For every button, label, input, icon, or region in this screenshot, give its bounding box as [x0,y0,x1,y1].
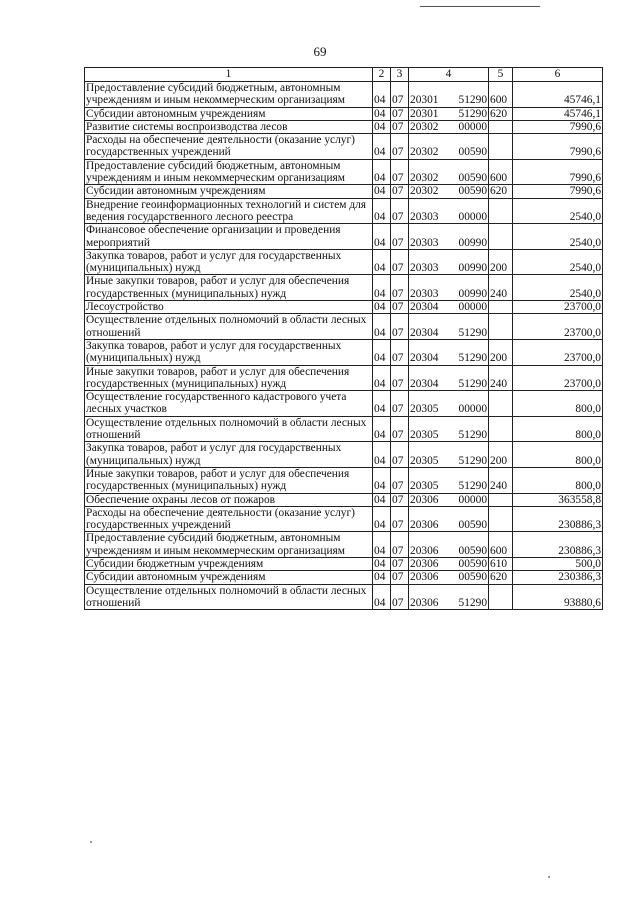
header-cell: 2 [373,68,391,82]
row-amount: 7990,6 [513,134,603,160]
row-expense-type [489,584,513,610]
row-target-code: 20306 [409,571,445,584]
table-row [85,493,603,506]
row-subsection: 07 [391,571,409,584]
row-section: 04 [373,442,391,468]
row-subsection: 07 [391,339,409,365]
row-subsection: 07 [391,275,409,301]
header-cell: 3 [391,68,409,82]
row-section: 04 [373,301,391,314]
row-name: Иные закупки товаров, работ и услуг для обеспечения государственных (муниципальных) нужд [85,365,373,391]
row-subsection: 07 [391,391,409,417]
row-target-suffix: 00590 [445,134,489,160]
table-row [85,301,603,314]
row-name: Предоставление субсидий бюджетным, автономным учреждениям и иным некоммерческим организациям [85,532,373,558]
row-name: Субсидии автономным учреждениям [85,185,373,198]
row-subsection: 07 [391,467,409,493]
table-body [85,82,603,610]
row-subsection: 07 [391,557,409,570]
table-row [85,571,603,584]
row-target-code: 20302 [409,185,445,198]
row-expense-type: 240 [489,467,513,493]
row-name: Осуществление отдельных полномочий в области лесных отношений [85,314,373,340]
row-expense-type [489,314,513,340]
table-row [85,442,603,468]
row-name: Закупка товаров, работ и услуг для государственных (муниципальных) нужд [85,249,373,275]
row-amount: 2540,0 [513,198,603,224]
row-section: 04 [373,120,391,133]
row-target-suffix: 51290 [445,314,489,340]
row-target-code: 20306 [409,584,445,610]
row-amount: 7990,6 [513,120,603,133]
row-expense-type: 200 [489,442,513,468]
row-target-suffix: 51290 [445,467,489,493]
row-expense-type [489,120,513,133]
table-row [85,584,603,610]
row-expense-type [489,134,513,160]
table-row [85,416,603,442]
row-target-suffix: 51290 [445,365,489,391]
row-subsection: 07 [391,134,409,160]
row-name: Субсидии автономным учреждениям [85,571,373,584]
row-target-code: 20302 [409,159,445,185]
row-target-code: 20306 [409,557,445,570]
row-section: 04 [373,493,391,506]
row-expense-type: 620 [489,185,513,198]
row-amount: 800,0 [513,416,603,442]
row-name: Закупка товаров, работ и услуг для государственных (муниципальных) нужд [85,442,373,468]
table-row [85,391,603,417]
row-target-suffix: 00990 [445,249,489,275]
row-target-suffix: 00590 [445,159,489,185]
row-subsection: 07 [391,185,409,198]
header-cell: 4 [409,68,489,82]
table-row [85,159,603,185]
row-expense-type [489,198,513,224]
row-subsection: 07 [391,584,409,610]
row-amount: 363558,8 [513,493,603,506]
row-expense-type [489,506,513,532]
row-section: 04 [373,391,391,417]
row-expense-type: 600 [489,82,513,108]
table-row [85,82,603,108]
row-target-suffix: 51290 [445,339,489,365]
row-subsection: 07 [391,107,409,120]
row-amount: 23700,0 [513,365,603,391]
row-amount: 800,0 [513,442,603,468]
row-subsection: 07 [391,493,409,506]
row-section: 04 [373,185,391,198]
row-target-code: 20304 [409,314,445,340]
row-amount: 2540,0 [513,275,603,301]
row-subsection: 07 [391,249,409,275]
row-subsection: 07 [391,82,409,108]
row-target-suffix: 51290 [445,107,489,120]
row-name: Закупка товаров, работ и услуг для государственных (муниципальных) нужд [85,339,373,365]
row-amount: 230386,3 [513,571,603,584]
row-subsection: 07 [391,506,409,532]
row-expense-type: 610 [489,557,513,570]
row-name: Иные закупки товаров, работ и услуг для обеспечения государственных (муниципальных) нужд [85,467,373,493]
row-target-code: 20306 [409,506,445,532]
row-name: Внедрение геоинформационных технологий и систем для ведения государственного лесного реестра [85,198,373,224]
row-amount: 23700,0 [513,301,603,314]
row-section: 04 [373,82,391,108]
top-rule [420,6,540,7]
row-expense-type [489,301,513,314]
table-row [85,557,603,570]
row-expense-type [489,416,513,442]
row-amount: 7990,6 [513,185,603,198]
row-subsection: 07 [391,159,409,185]
row-target-code: 20305 [409,391,445,417]
row-section: 04 [373,159,391,185]
table-row [85,467,603,493]
table-row [85,314,603,340]
row-section: 04 [373,224,391,250]
row-expense-type [489,391,513,417]
row-section: 04 [373,571,391,584]
row-amount: 45746,1 [513,107,603,120]
row-target-suffix: 51290 [445,442,489,468]
scan-speck [548,876,550,878]
row-section: 04 [373,249,391,275]
row-name: Субсидии бюджетным учреждениям [85,557,373,570]
row-target-code: 20303 [409,249,445,275]
row-target-code: 20305 [409,416,445,442]
row-expense-type [489,224,513,250]
row-section: 04 [373,532,391,558]
row-amount: 23700,0 [513,314,603,340]
row-target-suffix: 00590 [445,506,489,532]
row-amount: 2540,0 [513,249,603,275]
row-expense-type: 240 [489,275,513,301]
row-expense-type: 200 [489,339,513,365]
row-expense-type: 600 [489,532,513,558]
table-row [85,506,603,532]
header-row [85,68,603,82]
row-target-suffix: 00590 [445,532,489,558]
row-expense-type [489,493,513,506]
row-target-code: 20304 [409,339,445,365]
row-expense-type: 200 [489,249,513,275]
row-section: 04 [373,314,391,340]
table-row [85,339,603,365]
table-row [85,224,603,250]
table-row [85,249,603,275]
row-name: Расходы на обеспечение деятельности (оказание услуг) государственных учреждений [85,134,373,160]
row-amount: 45746,1 [513,82,603,108]
row-section: 04 [373,275,391,301]
row-name: Осуществление государственного кадастрового учета лесных участков [85,391,373,417]
row-expense-type: 600 [489,159,513,185]
row-target-suffix: 00590 [445,557,489,570]
row-section: 04 [373,557,391,570]
row-target-suffix: 00990 [445,224,489,250]
row-target-suffix: 00000 [445,301,489,314]
row-name: Осуществление отдельных полномочий в области лесных отношений [85,584,373,610]
row-expense-type: 620 [489,571,513,584]
page-number: 69 [313,44,327,59]
row-name: Предоставление субсидий бюджетным, автономным учреждениям и иным некоммерческим организациям [85,82,373,108]
row-subsection: 07 [391,198,409,224]
row-target-suffix: 00590 [445,571,489,584]
row-target-code: 20304 [409,301,445,314]
table-row [85,185,603,198]
row-subsection: 07 [391,365,409,391]
row-target-code: 20304 [409,365,445,391]
row-target-code: 20302 [409,134,445,160]
row-subsection: 07 [391,314,409,340]
row-target-code: 20301 [409,107,445,120]
row-amount: 800,0 [513,391,603,417]
row-target-suffix: 51290 [445,82,489,108]
row-section: 04 [373,198,391,224]
table-row [85,275,603,301]
row-amount: 230886,3 [513,506,603,532]
row-target-code: 20303 [409,224,445,250]
row-name: Предоставление субсидий бюджетным, автономным учреждениям и иным некоммерческим организациям [85,159,373,185]
row-target-suffix: 00000 [445,493,489,506]
row-section: 04 [373,467,391,493]
row-section: 04 [373,134,391,160]
row-name: Субсидии автономным учреждениям [85,107,373,120]
row-section: 04 [373,107,391,120]
table-row [85,365,603,391]
table-row [85,198,603,224]
row-section: 04 [373,339,391,365]
row-target-suffix: 00990 [445,275,489,301]
row-name: Развитие системы воспроизводства лесов [85,120,373,133]
row-name: Расходы на обеспечение деятельности (оказание услуг) государственных учреждений [85,506,373,532]
row-target-code: 20303 [409,275,445,301]
budget-table [84,67,603,610]
row-target-suffix: 51290 [445,584,489,610]
row-section: 04 [373,584,391,610]
header-cell: 5 [489,68,513,82]
row-amount: 93880,6 [513,584,603,610]
row-subsection: 07 [391,224,409,250]
row-amount: 500,0 [513,557,603,570]
row-name: Финансовое обеспечение организации и проведения мероприятий [85,224,373,250]
row-subsection: 07 [391,532,409,558]
row-target-suffix: 00590 [445,185,489,198]
row-amount: 7990,6 [513,159,603,185]
table-row [85,134,603,160]
scan-speck [90,841,92,843]
row-target-suffix: 51290 [445,416,489,442]
row-section: 04 [373,506,391,532]
row-amount: 230886,3 [513,532,603,558]
row-name: Лесоустройство [85,301,373,314]
row-subsection: 07 [391,416,409,442]
row-amount: 2540,0 [513,224,603,250]
table-row [85,120,603,133]
row-amount: 23700,0 [513,339,603,365]
table-row [85,532,603,558]
row-target-code: 20301 [409,82,445,108]
row-name: Осуществление отдельных полномочий в области лесных отношений [85,416,373,442]
row-section: 04 [373,365,391,391]
row-section: 04 [373,416,391,442]
header-cell: 6 [513,68,603,82]
row-subsection: 07 [391,120,409,133]
row-target-suffix: 00000 [445,391,489,417]
row-name: Иные закупки товаров, работ и услуг для обеспечения государственных (муниципальных) нужд [85,275,373,301]
row-target-code: 20302 [409,120,445,133]
row-target-code: 20303 [409,198,445,224]
table-row [85,107,603,120]
row-target-code: 20306 [409,532,445,558]
row-expense-type: 240 [489,365,513,391]
row-target-code: 20306 [409,493,445,506]
row-target-suffix: 00000 [445,120,489,133]
row-target-code: 20305 [409,442,445,468]
row-subsection: 07 [391,301,409,314]
row-target-code: 20305 [409,467,445,493]
row-target-suffix: 00000 [445,198,489,224]
row-subsection: 07 [391,442,409,468]
header-cell: 1 [85,68,373,82]
row-expense-type: 620 [489,107,513,120]
row-name: Обеспечение охраны лесов от пожаров [85,493,373,506]
row-amount: 800,0 [513,467,603,493]
